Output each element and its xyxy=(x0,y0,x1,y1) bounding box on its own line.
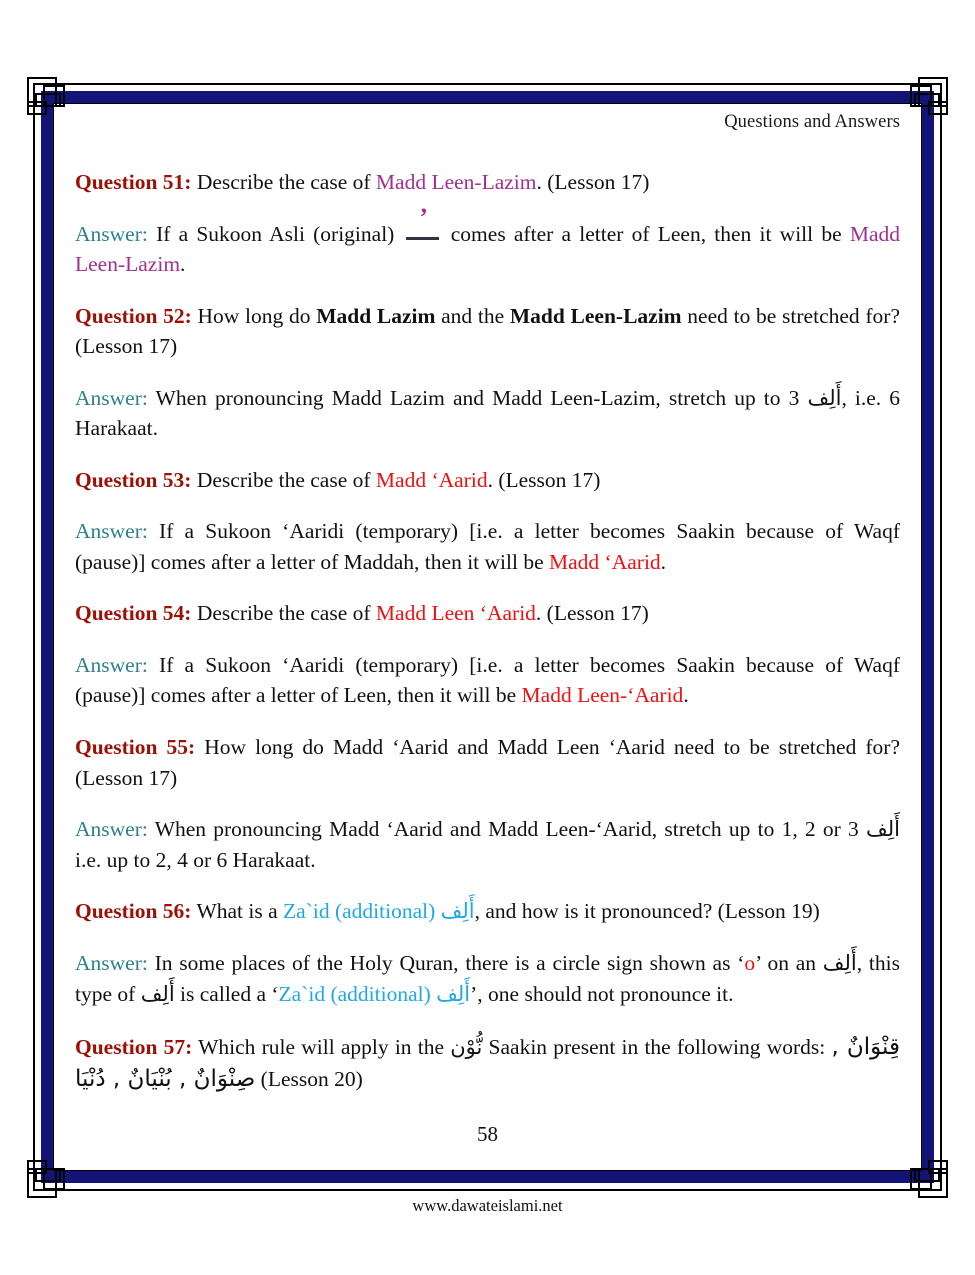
term-madd-aarid: Madd ‘Aarid xyxy=(375,467,488,492)
question-label-q55: Question 55: xyxy=(75,735,196,759)
question-text-q57-part3: (Lesson 20) xyxy=(255,1067,363,1092)
question-text-q53-part2: . (Lesson 17) xyxy=(487,467,601,492)
sukoon-underline xyxy=(406,237,439,240)
answer-text-q56-part5: ’, one should not pronounce it. xyxy=(470,981,734,1006)
question-paragraph-q56 xyxy=(75,896,900,927)
corner-ornament-top-left-icon xyxy=(25,75,79,129)
arabic-alif-q56-a1: أَلِف xyxy=(822,951,857,976)
answer-paragraph-q54 xyxy=(75,650,900,711)
answer-label-q53: Answer: xyxy=(75,519,148,544)
answer-text-q51-part2: comes after a letter of Leen, then it will be xyxy=(442,221,850,246)
sukoon-mark-glyph: ’ xyxy=(419,204,428,232)
question-paragraph-q52 xyxy=(75,301,900,362)
answer-text-q55-part1: When pronouncing Madd ‘Aarid and Madd Leen-‘Aarid, stretch up to 1, 2 or 3 xyxy=(147,817,867,842)
answer-text-q52-part2: , i.e. 6 Harakaat. xyxy=(75,385,900,441)
arabic-alif-q52: أَلِف xyxy=(807,385,842,410)
question-text-q53-part1: Describe the case of xyxy=(191,467,376,492)
corner-ornament-bottom-left-icon xyxy=(25,1146,79,1200)
term-madd-leen-aarid: Madd Leen ‘Aarid xyxy=(375,601,536,626)
arabic-noon-q57: نُّوْن xyxy=(450,1034,483,1059)
question-text-q52-part2: and the xyxy=(435,303,510,328)
answer-paragraph-q53 xyxy=(75,516,900,577)
question-label-q56: Question 56: xyxy=(75,899,192,924)
answer-text-q52-part1: When pronouncing Madd Lazim and Madd Leen-Lazim, stretch up to 3 xyxy=(147,385,808,410)
question-text-q54-part2: . (Lesson 17) xyxy=(535,601,649,626)
question-label-q51: Question 51: xyxy=(75,170,192,194)
qa-block-q53 xyxy=(75,465,900,578)
answer-text-q54-part1: If a Sukoon ‘Aaridi (temporary) [i.e. a letter becomes Saakin because of Waqf (pause)] comes after a letter of Leen, then it will be xyxy=(75,652,900,708)
question-text-q57-part1: Which rule will apply in the xyxy=(192,1034,451,1059)
answer-label-q54: Answer: xyxy=(75,652,148,677)
answer-text-q56-part2: ’ on an xyxy=(755,951,823,976)
question-paragraph-q51 xyxy=(75,167,900,198)
answer-text-q55-part2: i.e. up to 2, 4 or 6 Harakaat. xyxy=(75,847,316,872)
question-label-q57: Question 57: xyxy=(75,1034,193,1059)
term-madd-aarid-answer: Madd ‘Aarid xyxy=(549,549,661,574)
sukoon-asli-symbol-icon xyxy=(403,204,443,241)
question-label-q52: Question 52: xyxy=(75,303,192,328)
term-madd-leen-lazim: Madd Leen-Lazim xyxy=(375,170,537,194)
term-madd-lazim: Madd Lazim xyxy=(316,303,436,328)
question-paragraph-q53 xyxy=(75,465,900,496)
question-text-q55: How long do Madd ‘Aarid and Madd Leen ‘Aarid need to be stretched for? (Lesson 17) xyxy=(75,735,901,790)
answer-label-q56: Answer: xyxy=(75,951,148,976)
question-paragraph-q54 xyxy=(75,598,900,629)
answer-text-q51-part3: . xyxy=(180,252,186,277)
qa-block-q57 xyxy=(75,1031,900,1096)
corner-ornament-bottom-right-icon xyxy=(896,1146,950,1200)
arabic-example-words-q57: قِنْوَانٌ , صِنْوَانٌ , بُنْيَانٌ , دُنْيَا xyxy=(75,1033,900,1093)
term-madd-leen-lazim-answer: Madd Leen-Lazim xyxy=(75,221,901,277)
question-paragraph-q57 xyxy=(75,1031,900,1096)
answer-text-q56-part1: In some places of the Holy Quran, there is a circle sign shown as ‘ xyxy=(147,951,745,976)
arabic-alif-q56-a3: أَلِف xyxy=(436,981,471,1006)
term-zaid-additional: Za`id (additional) xyxy=(283,899,436,924)
question-text-q56-part1: What is a xyxy=(191,899,284,924)
page-number: 58 xyxy=(477,1122,498,1146)
arabic-alif-q56-question: أَلِف xyxy=(440,899,475,924)
answer-label-q52: Answer: xyxy=(75,385,148,410)
arabic-alif-q56-a2: أَلِف xyxy=(140,981,175,1006)
answer-paragraph-q56 xyxy=(75,948,900,1010)
qa-block-q51 xyxy=(75,167,900,280)
term-madd-leen-lazim-bold: Madd Leen-Lazim xyxy=(509,303,682,328)
answer-text-q54-part2: . xyxy=(683,683,689,708)
circle-sign-glyph: o xyxy=(744,951,756,976)
term-zaid-additional-answer: Za`id (additional) xyxy=(278,981,431,1006)
question-text-q52-part1: How long do xyxy=(191,303,317,328)
page-content xyxy=(75,112,900,1117)
question-text-q54-part1: Describe the case of xyxy=(191,601,376,626)
question-label-q54: Question 54: xyxy=(75,601,192,626)
question-text-q51-part1: Describe the case of xyxy=(191,170,376,194)
answer-paragraph-q51 xyxy=(75,204,901,280)
qa-block-q52 xyxy=(75,301,900,444)
answer-text-q53-part2: . xyxy=(660,549,667,574)
question-text-q52-part3: need to be stretched for? (Lesson 17) xyxy=(75,303,900,359)
answer-label-q51: Answer: xyxy=(75,221,148,246)
term-madd-leen-aarid-answer: Madd Leen-‘Aarid xyxy=(521,683,684,708)
question-text-q51-part2: . (Lesson 17) xyxy=(536,170,650,194)
qa-block-q55 xyxy=(75,732,900,875)
question-label-q53: Question 53: xyxy=(75,467,192,492)
running-header: Questions and Answers xyxy=(724,112,900,132)
answer-text-q53-part1: If a Sukoon ‘Aaridi (temporary) [i.e. a letter becomes Saakin because of Waqf (pause)] comes after a letter of Maddah, then it will be xyxy=(75,519,900,574)
answer-paragraph-q52 xyxy=(75,383,900,444)
answer-paragraph-q55 xyxy=(75,814,900,875)
corner-ornament-top-right-icon xyxy=(896,75,950,129)
answer-label-q55: Answer: xyxy=(75,817,148,842)
question-text-q56-part2: , and how is it pronounced? (Lesson 19) xyxy=(474,899,820,924)
qa-block-q56 xyxy=(75,896,900,1009)
answer-text-q56-part3: , this type of xyxy=(75,951,900,1006)
answer-text-q51-part1: If a Sukoon Asli (original) xyxy=(147,221,403,246)
arabic-alif-q55: أَلِف xyxy=(866,817,900,842)
question-paragraph-q55 xyxy=(75,732,900,793)
answer-text-q56-part4: is called a ‘ xyxy=(174,981,279,1006)
footer-website-url: www.dawateislami.net xyxy=(412,1196,563,1215)
question-text-q57-part2: Saakin present in the following words: xyxy=(482,1034,832,1059)
qa-block-q54 xyxy=(75,598,900,711)
